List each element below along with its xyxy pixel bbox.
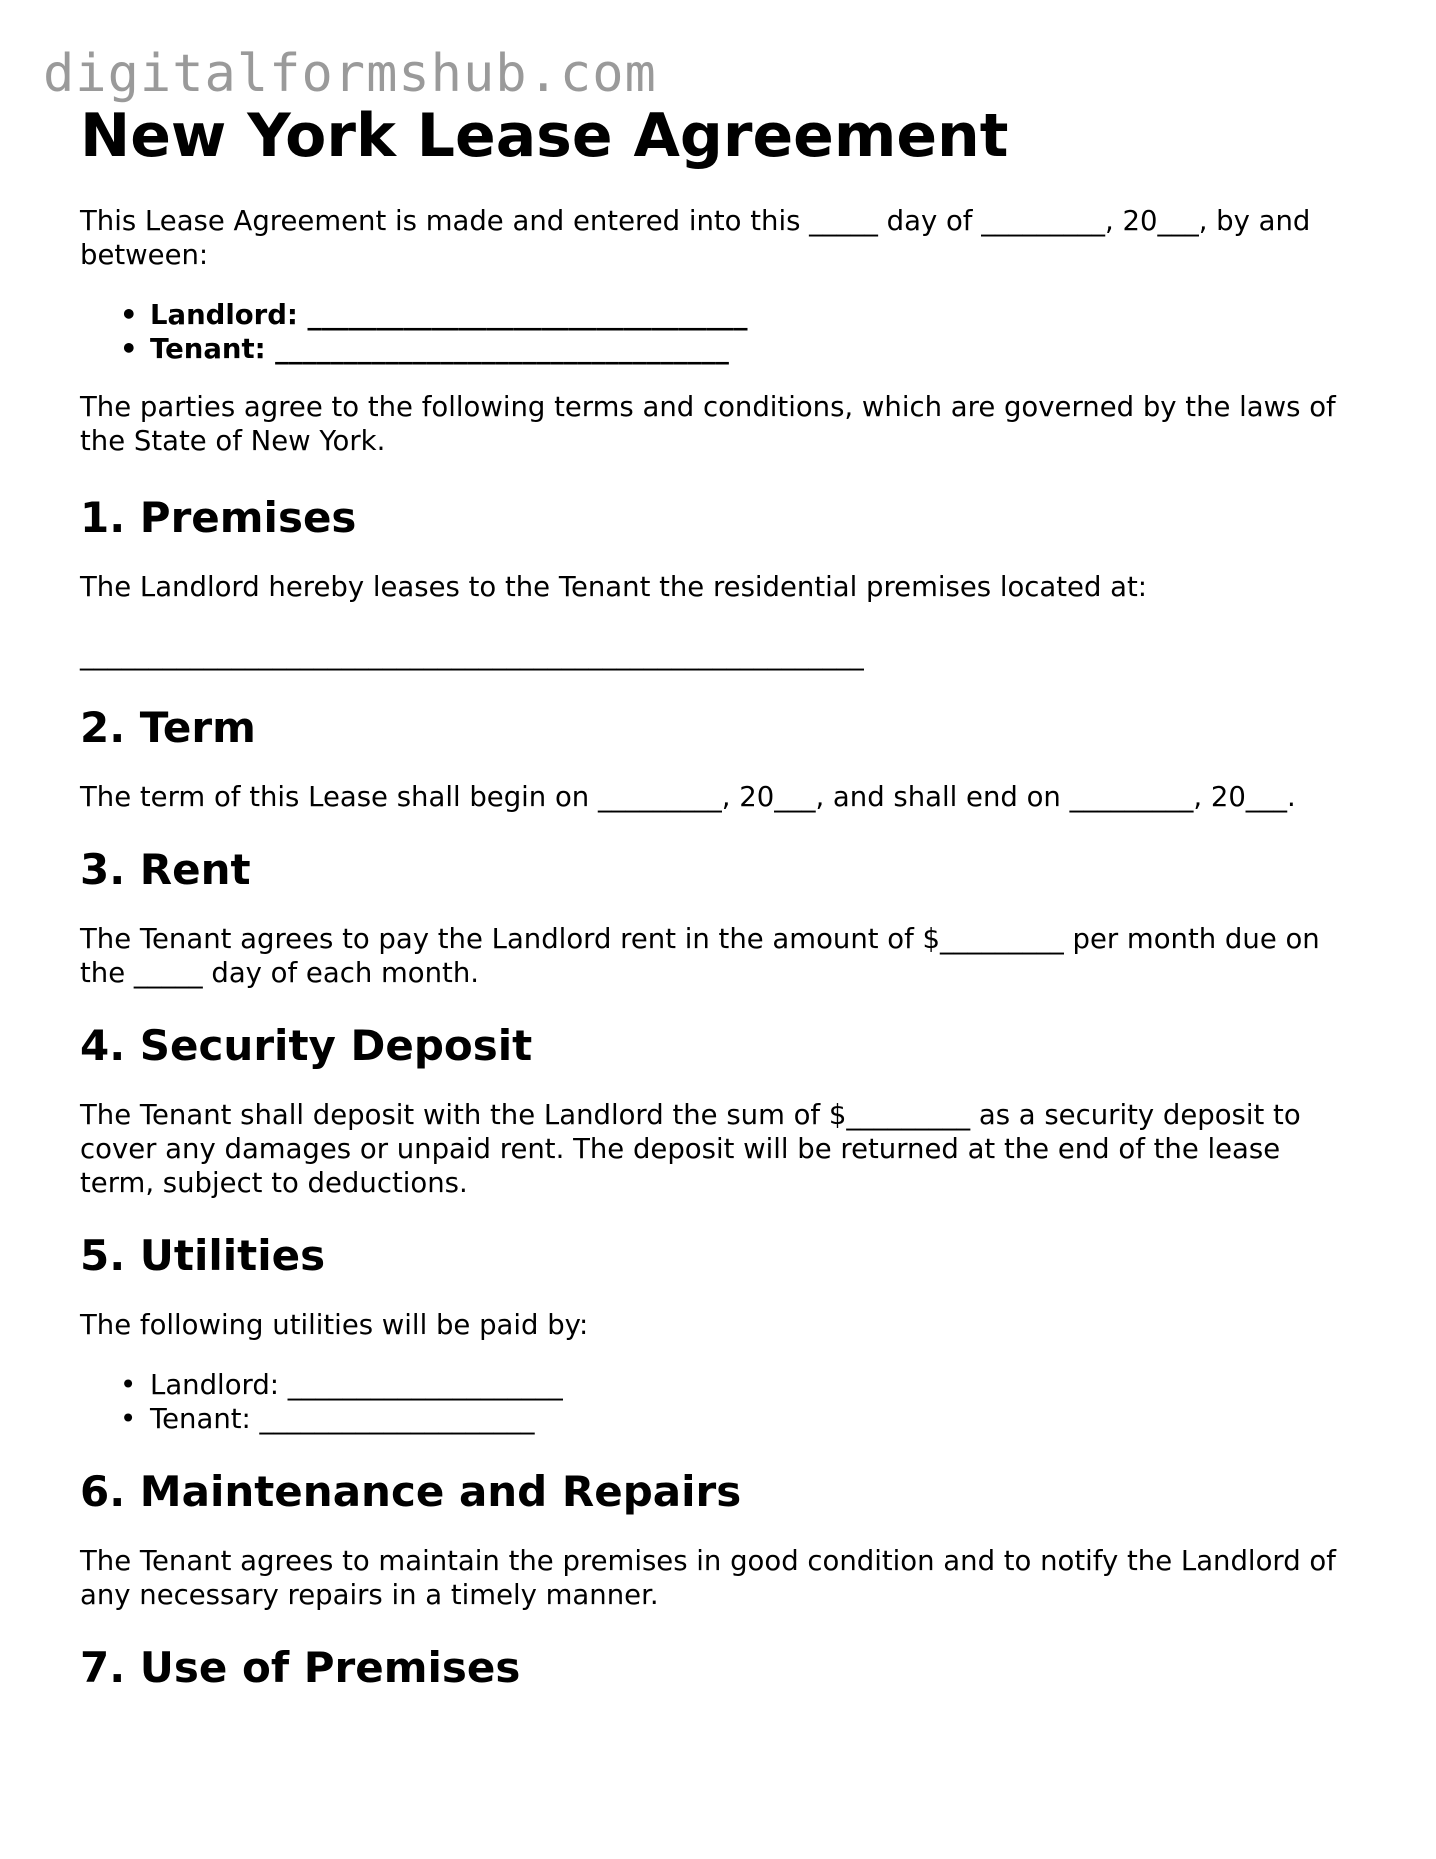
section-heading-security-deposit: 4. Security Deposit — [80, 1021, 533, 1070]
party-landlord-label: Landlord: ________________________________ — [150, 299, 748, 331]
section-text-premises: The Landlord hereby leases to the Tenant the residential premises located at: — [80, 571, 1148, 603]
section-text-security-deposit: The Tenant shall deposit with the Landlord the sum of $_________ as a security deposit to cover any damages or unpaid rent. The deposit will be returned at the end of the lease term, subject to deductions. — [80, 1099, 1301, 1199]
party-tenant — [120, 332, 1360, 366]
utilities-landlord — [120, 1368, 1360, 1402]
parties-list — [80, 298, 1360, 366]
party-tenant-label: Tenant: _________________________________ — [150, 333, 729, 365]
bullet-icon: • — [120, 299, 138, 331]
section-text-term: The term of this Lease shall begin on _________, 20___, and shall end on _________, 20___. — [80, 781, 1296, 813]
utilities-list — [80, 1368, 1360, 1436]
intro-paragraph: This Lease Agreement is made and entered into this _____ day of _________, 20___, by and between: — [80, 205, 1311, 271]
section-heading-maintenance: 6. Maintenance and Repairs — [80, 1467, 742, 1516]
section-heading-use-of-premises: 7. Use of Premises — [80, 1643, 521, 1692]
section-heading-term: 2. Term — [80, 703, 256, 752]
party-landlord — [120, 298, 1360, 332]
bullet-icon: • — [120, 1369, 137, 1401]
utilities-tenant — [120, 1402, 1360, 1436]
section-heading-premises: 1. Premises — [80, 493, 357, 542]
utilities-tenant-label: Tenant: ____________________ — [150, 1403, 535, 1435]
section-text-rent: The Tenant agrees to pay the Landlord rent in the amount of $_________ per month due on the _____ day of each month. — [80, 923, 1320, 989]
bullet-icon: • — [120, 1403, 137, 1435]
page-title: New York Lease Agreement — [80, 101, 1009, 171]
watermark: digitalformshub.com — [43, 44, 657, 104]
document-body — [80, 98, 1360, 1720]
bullet-icon: • — [120, 333, 138, 365]
section-text-utilities: The following utilities will be paid by: — [80, 1309, 589, 1341]
governing-law-paragraph: The parties agree to the following terms and conditions, which are governed by the laws of the State of New York. — [80, 391, 1336, 457]
section-text-maintenance: The Tenant agrees to maintain the premises in good condition and to notify the Landlord of any necessary repairs in a timely manner. — [80, 1545, 1336, 1611]
premises-address-blank: _________________________________________________________ — [80, 639, 864, 671]
section-heading-rent: 3. Rent — [80, 845, 251, 894]
section-heading-utilities: 5. Utilities — [80, 1231, 326, 1280]
utilities-landlord-label: Landlord: ____________________ — [150, 1369, 563, 1401]
